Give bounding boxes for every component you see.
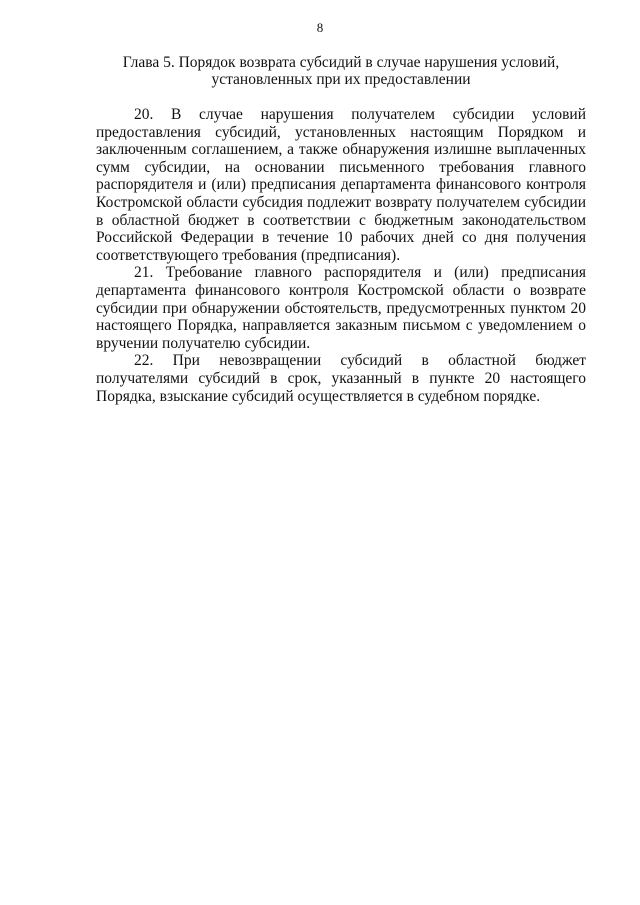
chapter-title-line-2: установленных при их предоставлении [211,71,471,88]
paragraph-21: 21. Требование главного распорядителя и (или) предписания департамента финансового контроля Костромской области о возврате субсидии при обнаружении обстоятельств, предусмотренных пунктом 20 настоящего Порядка, направляется заказным письмом с уведомлением о вручении получателю субсидии. [96,264,586,352]
chapter-title-line-1: Глава 5. Порядок возврата субсидий в случае нарушения условий, [122,54,560,71]
paragraph-22: 22. При невозвращении субсидий в областной бюджет получателями субсидий в срок, указанный в пункте 20 настоящего Порядка, взыскание субсидий осуществляется в судебном порядке. [96,352,586,405]
page-number: 8 [316,20,324,35]
paragraph-20: 20. В случае нарушения получателем субсидии условий предоставления субсидий, установленных настоящим Порядком и заключенным соглашением, а также обнаружения излишне выплаченных сумм субсидии, на основании письменного требования главного распорядителя и (или) предписания департамента финансового контроля Костромской области субсидия подлежит возврату получателем субсидии в областной бюджет в соответствии с бюджетным законодательством Российской Федерации в течение 10 рабочих дней со дня получения соответствующего требования (предписания). [96,106,586,264]
chapter-title [96,54,586,88]
document-body [96,106,586,405]
